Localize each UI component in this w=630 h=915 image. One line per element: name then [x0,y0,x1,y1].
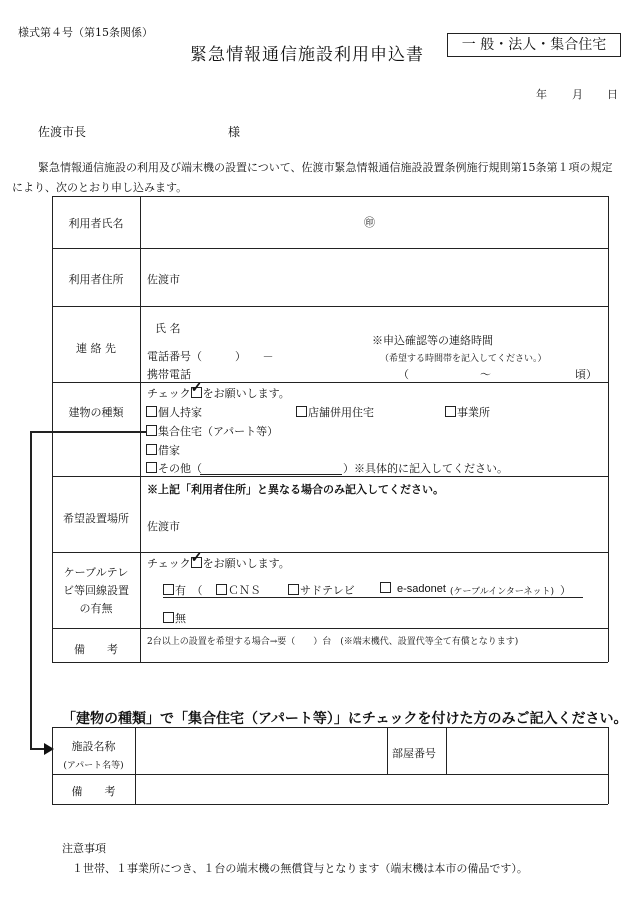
cable-label-line: ビ等回線設置 [63,584,129,597]
check-mark-icon: ✓ [190,380,203,396]
checkbox[interactable] [146,444,157,455]
option-store-house[interactable] [296,404,374,420]
connector-line [30,431,146,433]
addressee-mayor: 佐渡市長 [38,125,87,139]
checkbox[interactable] [146,425,157,436]
category-box: 一 般・法人・集合住宅 [447,33,621,57]
option-label: 個人持家 [158,406,202,419]
sample-checkbox [190,380,203,398]
facility-label-block [52,738,135,771]
contact-time-end: 頃） [575,368,597,381]
building-type-label: 建物の種類 [68,406,124,419]
connector-line [30,431,32,749]
cable-sado-option[interactable] [288,582,355,598]
apt-divider [446,727,447,774]
contact-label: 連 絡 先 [76,342,116,355]
option-own-house[interactable] [146,404,202,420]
table-right-border [608,196,609,662]
contact-mobile-label: 携帯電話 [147,368,191,381]
option-label: 無 [175,612,186,625]
option-label: e-sadonet [397,583,446,595]
table-bottom-border [52,662,608,663]
check-instruction-text: チェック [147,387,191,400]
address-label: 利用者住所 [68,273,124,286]
location-label: 希望設置場所 [63,512,129,525]
other-underline [200,474,342,475]
checkbox[interactable] [163,612,174,623]
cable-esado-option[interactable] [380,582,446,595]
apartment-notice: 「建物の種類」で「集合住宅（アパート等）」にチェックを付けた方のみご記入ください。 [62,711,628,727]
option-label: ＣＮＳ [228,584,261,597]
checkbox[interactable] [163,584,174,595]
option-label: 店舗併用住宅 [308,406,374,419]
table-top-border [52,196,608,197]
check-mark-icon: ✓ [190,550,203,566]
notes-title: 注意事項 [62,842,106,855]
facility-name-field[interactable] [140,731,382,771]
date-month: 月 [572,88,583,101]
checkbox[interactable] [380,582,391,593]
apt-table-bottom [52,804,608,805]
room-number-label: 部屋番号 [392,747,436,760]
cable-label-line: の有無 [79,602,113,615]
remarks-text: 2台以上の設置を希望する場合→要（ ）台 (※端末機代、設置代等全て有償となります) [147,637,519,647]
option-apartment[interactable] [146,423,278,439]
cable-label-line: ケーブルテレ [63,566,129,579]
apt-remarks-label: 備 考 [71,785,116,798]
row-divider [52,476,608,477]
option-label: 集合住宅（アパート等） [158,425,279,438]
user-name-label: 利用者氏名 [68,217,124,230]
date-year: 年 [536,88,547,101]
cable-no-option[interactable] [163,610,186,626]
checkbox[interactable] [146,462,157,473]
sample-checkbox [190,550,203,568]
cable-label [52,564,140,618]
contact-time-note: （希望する時間帯を記入してください。） [380,354,547,364]
row-divider [52,306,608,307]
option-other-note: ）※具体的に記入してください。 [343,462,508,475]
checkbox[interactable] [216,584,227,595]
row-divider [52,628,608,629]
remarks-label: 備 考 [74,643,118,656]
form-number: 様式第４号（第15条関係） [18,26,153,39]
location-note: ※上記「利用者住所」と異なる場合のみ記入してください。 [147,483,444,496]
contact-time-open: （ [398,368,409,381]
check-instruction-tail: をお願いします。 [202,387,290,400]
cable-esado-note: (ケーブルインターネット) [450,587,554,597]
check-instruction-text: チェック [147,557,191,570]
checkbox[interactable] [146,406,157,417]
cable-close: ） [560,584,571,597]
apt-divider [135,727,136,804]
option-label: サドテレビ [300,584,355,597]
form-title: 緊急情報通信施設利用申込書 [190,45,424,65]
table-divider [140,196,141,662]
cable-yes-option[interactable] [163,582,203,598]
notes-line: １世帯、１事業所につき、１台の端末機の無償貸与となります（端末機は本市の備品です）。 [72,862,528,875]
facility-label: 施設名称 [71,740,116,753]
cable-cns-option[interactable] [216,582,261,598]
date-day: 日 [607,88,618,101]
option-office[interactable] [445,404,490,420]
row-divider [52,248,608,249]
row-divider [52,382,608,383]
contact-phone-label: 電話番号（ ） － [147,350,274,363]
room-number-field[interactable] [450,731,604,771]
user-name-field[interactable] [150,200,590,242]
cable-check-instruction [147,550,290,571]
apt-divider [387,727,388,774]
building-check-instruction [147,380,290,401]
apt-remarks-field[interactable] [140,777,604,801]
option-label: その他（ [158,462,202,475]
checkbox[interactable] [288,584,299,595]
row-divider [52,552,608,553]
addressee-honorific: 様 [228,125,241,139]
apt-right-border [608,727,609,804]
contact-time-tilde: ～ [480,368,491,381]
option-rental[interactable] [146,442,180,458]
checkbox[interactable] [296,406,307,417]
check-instruction-tail: をお願いします。 [202,557,290,570]
facility-sub-label: (アパート名等) [63,761,124,771]
address-value: 佐渡市 [147,273,180,286]
location-value: 佐渡市 [147,520,180,533]
option-other[interactable] [146,460,202,476]
cable-underline [163,597,583,598]
seal-mark: ㊞ [364,216,375,229]
address-field[interactable] [190,256,590,298]
checkbox[interactable] [445,406,456,417]
intro-paragraph: 緊急情報通信施設の利用及び端末機の設置について、佐渡市緊急情報通信施設設置条例施行規則第15条第１項の規定により、次のとおり申し込みます。 [12,161,613,194]
option-label: 有 （ [175,584,203,597]
option-label: 借家 [158,444,180,457]
location-field[interactable] [190,500,590,544]
contact-time-title: ※申込確認等の連絡時間 [372,334,493,347]
contact-name-label: 氏 名 [155,322,181,335]
option-label: 事業所 [457,406,490,419]
